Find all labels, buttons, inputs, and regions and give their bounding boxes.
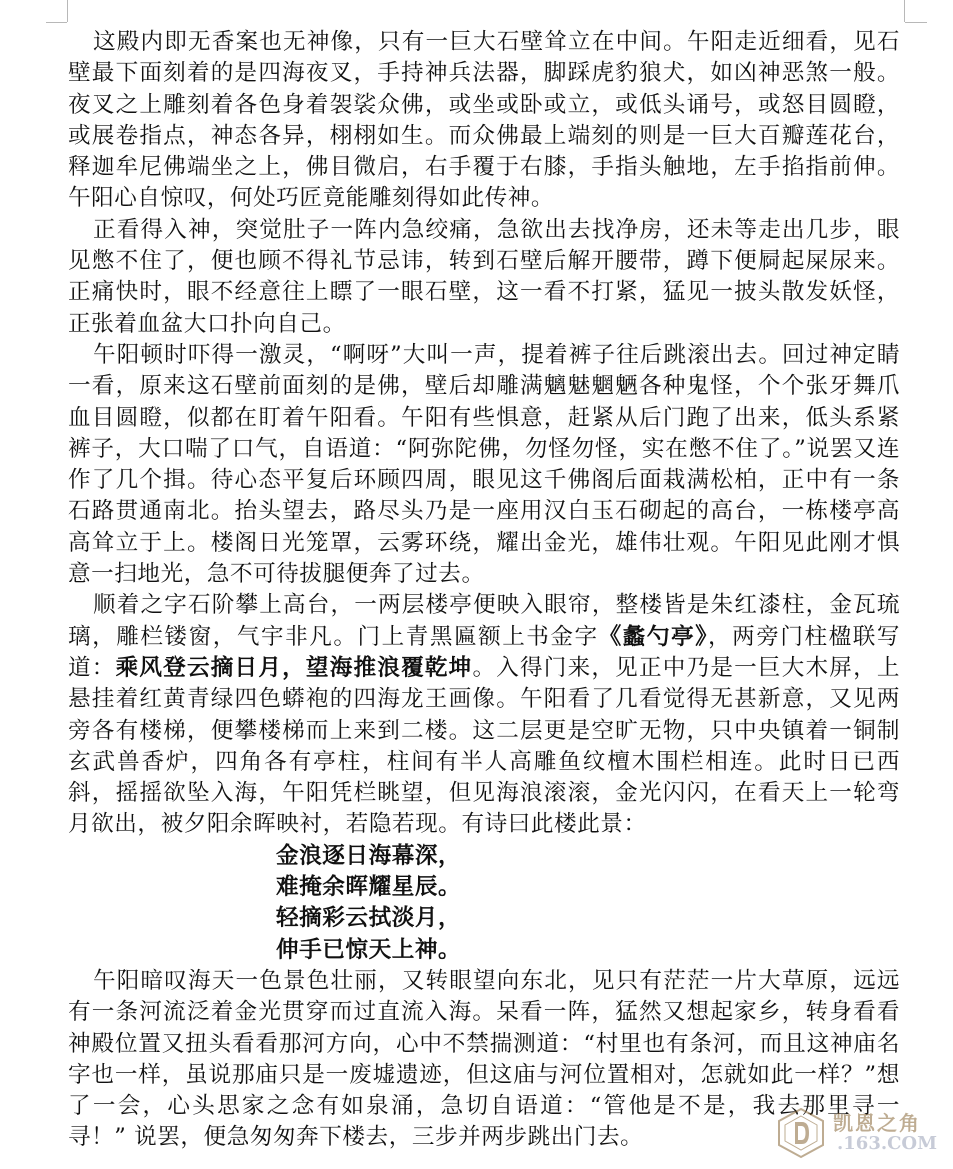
couplet-text: 乘风登云摘日月，望海推浪覆乾坤 xyxy=(115,654,473,681)
site-watermark xyxy=(775,1105,945,1161)
paragraph-4-text-a: 顺着之字石阶攀上高台，一两层楼亭便映入眼帘，整楼皆是朱红漆柱，金瓦琉璃，雕栏镂窗，气宇非凡。门上青黑匾额上书金字 xyxy=(68,592,900,650)
paragraph-2: 正看得入神，突觉肚子一阵内急绞痛，急欲出去找净房，还未等走出几步，眼见憋不住了，便也顾不得礼节忌讳，转到石壁后解开腰带，蹲下便屙起屎尿来。正痛快时，眼不经意往上瞟了一眼石壁，这一看不打紧，猛见一披头散发妖怪，正张着血盆大口扑向自己。 xyxy=(68,216,900,337)
diablo-emblem-icon xyxy=(775,1107,827,1159)
poem-line-1: 金浪逐日海幕深， xyxy=(276,842,462,869)
paragraph-4-text-c: 。入得门来，见正中乃是一巨大木屏，上悬挂着红黄青绿四色蟒袍的四海龙王画像。午阳看了几看觉得无甚新意，又见两旁各有楼梯，便攀楼梯而上来到二楼。这二层更是空旷无物，只中央镇着一铜制玄武兽香炉，四角各有亭柱，柱间有半人高雕鱼纹檀木围栏相连。此时日已西斜，摇摇欲坠入海，午阳凭栏眺望，但见海浪滚滚，金光闪闪，在看天上一轮弯月欲出，被夕阳余晖映衬，若隐若现。有诗曰此楼此景： xyxy=(68,654,901,838)
poem-line-3: 轻摘彩云拭淡月， xyxy=(276,905,462,932)
crop-mark-top-left-vertical xyxy=(67,0,68,22)
paragraph-5: 午阳暗叹海天一色景色壮丽，又转眼望向东北，见只有茫茫一片大草原，远远有一条河流泛着金光贯穿而过直流入海。呆看一阵，猛然又想起家乡，转身看看神殿位置又扭头看看那河方向，心中不禁揣测道：“村里也有条河，而且这神庙名字也一样，虽说那庙只是一废墟遗迹，但这庙与河位置相对，怎就如此一样？”想了一会，心头思家之念有如泉涌，急切自语道：“管他是不是，我去那里寻一寻！” 说罢，便急匆匆奔下楼去，三步并两步跳出门去。 xyxy=(68,967,900,1151)
poem-line-2: 难掩余晖耀星辰。 xyxy=(276,874,462,901)
plaque-name: 《蠡勺亭》 xyxy=(598,623,708,650)
poem xyxy=(68,841,900,966)
paragraph-4-text-b: ，两旁门柱楹联写道： xyxy=(68,623,900,681)
paragraph-1: 这殿内即无香案也无神像，只有一巨大石壁耸立在中间。午阳走近细看，见石壁最下面刻着的是四海夜叉，手持神兵法器，脚踩虎豹狼犬，如凶神恶煞一般。夜叉之上雕刻着各色身着袈裟众佛，或坐或卧或立，或低头诵号，或怒目圆瞪，或展卷指点，神态各异，栩栩如生。而众佛最上端刻的则是一巨大百瓣莲花台，释迦牟尼佛端坐之上，佛目微启，右手覆于右膝，手指头触地，左手掐指前伸。午阳心自惊叹，何处巧匠竟能雕刻得如此传神。 xyxy=(68,29,900,212)
poem-line-4: 伸手已惊天上神。 xyxy=(276,936,462,963)
crop-mark-top-right-vertical xyxy=(904,0,905,22)
crop-mark-top-right-horizontal xyxy=(905,22,927,23)
watermark-domain: .163.COM xyxy=(837,1133,938,1154)
watermark-title: 凯恩之角 xyxy=(833,1111,921,1135)
paragraph-4 xyxy=(68,590,900,840)
document-body xyxy=(68,27,900,1154)
paragraph-3: 午阳顿时吓得一激灵，“啊呀”大叫一声，提着裤子往后跳滚出去。回过神定睛一看，原来这石壁前面刻的是佛，壁后却雕满魑魅魍魉各种鬼怪，个个张牙舞爪血目圆瞪，似都在盯着午阳看。午阳有些惧意，赶紧从后门跑了出来，低头系紧裤子，大口喘了口气，自语道：“阿弥陀佛，勿怪勿怪，实在憋不住了。”说罢又连作了几个揖。待心态平复后环顾四周，眼见这千佛阁后面栽满松柏，正中有一条石路贯通南北。抬头望去，路尽头乃是一座用汉白玉石砌起的高台，一栋楼亭高高耸立于上。楼阁日光笼罩，云雾环绕，耀出金光，雄伟壮观。午阳见此刚才惧意一扫地光，急不可待拔腿便奔了过去。 xyxy=(68,341,900,588)
crop-mark-top-left-horizontal xyxy=(46,22,67,23)
